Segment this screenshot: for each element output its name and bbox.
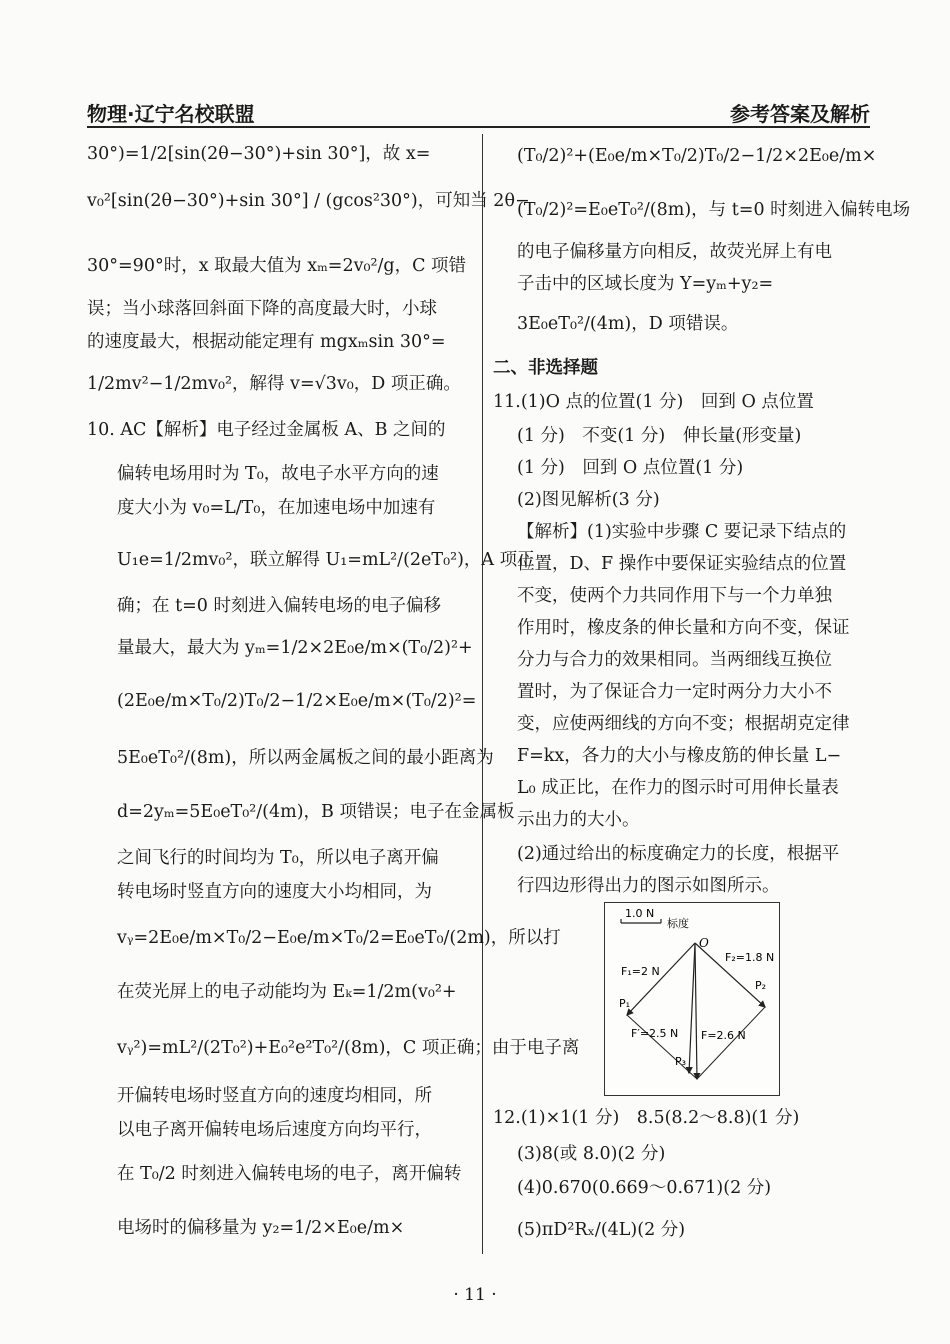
text-line: (T₀/2)²=E₀eT₀²/(8m)，与 t=0 时刻进入偏转电场 — [517, 200, 911, 220]
f-label: F=2.6 N — [701, 1029, 746, 1042]
force-f1-arrow — [627, 943, 695, 1015]
text-line: 转电场时竖直方向的速度大小均相同，为 — [117, 882, 432, 902]
text-line: 示出力的大小。 — [517, 810, 640, 830]
force-diagram-svg — [605, 903, 779, 1095]
header-rule — [87, 126, 870, 128]
text-line: 之间飞行的时间均为 T₀，所以电子离开偏 — [117, 848, 439, 868]
text-line: 行四边形得出力的图示如图所示。 — [517, 876, 780, 896]
text-line: 30°=90°时，x 取最大值为 xₘ=2v₀²/g，C 项错 — [87, 256, 467, 276]
text-line: (2E₀e/m×T₀/2)T₀/2−1/2×E₀e/m×(T₀/2)²= — [117, 691, 477, 711]
text-line: 误；当小球落回斜面下降的高度最大时，小球 — [87, 299, 437, 319]
parallelogram-side-left — [627, 1015, 697, 1079]
text-line: 分力与合力的效果相同。当两细线互换位 — [517, 650, 832, 670]
text-line: U₁e=1/2mv₀²，联立解得 U₁=mL²/(2eT₀²)，A 项正 — [117, 550, 535, 570]
point-o-label: O — [699, 936, 709, 950]
question-12-start: 12.(1)×1(1 分) 8.5(8.2～8.8)(1 分) — [493, 1108, 800, 1128]
text-line: 不变，使两个力共同作用下与一个力单独 — [517, 586, 832, 606]
text-line: 以电子离开偏转电场后速度方向均平行， — [117, 1120, 432, 1140]
text-line: d=2yₘ=5E₀eT₀²/(4m)，B 项错误；电子在金属板 — [117, 802, 515, 822]
page-header — [87, 98, 870, 128]
text-line: F=kx，各力的大小与橡皮筋的伸长量 L− — [517, 746, 842, 766]
p2-label: P₂ — [755, 979, 767, 992]
header-subject: 物理·辽宁名校联盟 — [87, 102, 255, 126]
scale-label: 标度 — [667, 917, 689, 930]
text-line: (5)πD²Rₓ/(4L)(2 分) — [517, 1220, 686, 1240]
text-line: 位置，D、F 操作中要保证实验结点的位置 — [517, 554, 847, 574]
text-line: (2)通过给出的标度确定力的长度，根据平 — [517, 844, 840, 864]
p3-label: P₃ — [675, 1055, 687, 1068]
text-line: (1 分) 不变(1 分) 伸长量(形变量) — [517, 426, 802, 446]
column-divider — [482, 134, 483, 1254]
text-line: (3)8(或 8.0)(2 分) — [517, 1144, 666, 1164]
question-11-start: 11.(1)O 点的位置(1 分) 回到 O 点位置 — [493, 392, 814, 412]
text-line: v₀²[sin(2θ−30°)+sin 30°] / (gcos²30°)，可知当 2θ− — [87, 191, 530, 211]
text-line: 度大小为 v₀=L/T₀，在加速电场中加速有 — [117, 498, 436, 518]
page-number: · 11 · — [453, 1285, 497, 1305]
text-line: 3E₀eT₀²/(4m)，D 项错误。 — [517, 314, 739, 334]
text-line: (2)图见解析(3 分) — [517, 490, 660, 510]
text-line: 的电子偏移量方向相反，故荧光屏上有电 — [517, 242, 832, 262]
text-line: vᵧ²)=mL²/(2T₀²)+E₀²e²T₀²/(8m)，C 项正确；由于电子离 — [117, 1038, 580, 1058]
scale-value-label: 1.0 N — [625, 907, 655, 920]
text-line: 30°)=1/2[sin(2θ−30°)+sin 30°]，故 x= — [87, 144, 431, 164]
force-diagram — [604, 902, 780, 1096]
text-line: 置时，为了保证合力一定时两分力大小不 — [517, 682, 832, 702]
text-line: 作用时，橡皮条的伸长量和方向不变，保证 — [517, 618, 850, 638]
text-line: L₀ 成正比，在作力的图示时可用伸长量表 — [517, 778, 839, 798]
question-10-start: 10. AC【解析】电子经过金属板 A、B 之间的 — [87, 420, 446, 440]
parallelogram-side-right — [697, 1007, 765, 1079]
text-line: 在 T₀/2 时刻进入偏转电场的电子，离开偏转 — [117, 1164, 462, 1184]
header-title: 参考答案及解析 — [730, 102, 870, 126]
text-line: 在荧光屏上的电子动能均为 Eₖ=1/2m(v₀²+ — [117, 982, 457, 1002]
text-line: (T₀/2)²+(E₀e/m×T₀/2)T₀/2−1/2×2E₀e/m× — [517, 146, 877, 166]
text-line: vᵧ=2E₀e/m×T₀/2−E₀e/m×T₀/2=E₀eT₀/(2m)，所以打 — [117, 928, 561, 948]
text-line: (1 分) 回到 O 点位置(1 分) — [517, 458, 744, 478]
text-line: 量最大，最大为 yₘ=1/2×2E₀e/m×(T₀/2)²+ — [117, 638, 473, 658]
text-line: (4)0.670(0.669～0.671)(2 分) — [517, 1178, 772, 1198]
f-prime-label: F′=2.5 N — [631, 1027, 679, 1040]
p1-label: P₁ — [619, 997, 631, 1010]
force-f-prime-arrow — [689, 943, 695, 1073]
section-heading: 二、非选择题 — [493, 358, 598, 378]
f1-label: F₁=2 N — [621, 965, 660, 978]
text-line: 确；在 t=0 时刻进入偏转电场的电子偏移 — [117, 596, 441, 616]
text-line: 1/2mv²−1/2mv₀²，解得 v=√3v₀，D 项正确。 — [87, 374, 461, 394]
force-f-arrow — [695, 943, 697, 1079]
text-line: 开偏转电场时竖直方向的速度均相同，所 — [117, 1086, 432, 1106]
text-line: 5E₀eT₀²/(8m)，所以两金属板之间的最小距离为 — [117, 748, 494, 768]
text-line: 电场时的偏移量为 y₂=1/2×E₀e/m× — [117, 1218, 405, 1238]
text-line: 的速度最大，根据动能定理有 mgxₘsin 30°= — [87, 332, 446, 352]
text-line: 子击中的区域长度为 Y=yₘ+y₂= — [517, 274, 774, 294]
text-line: 偏转电场用时为 T₀，故电子水平方向的速 — [117, 464, 439, 484]
text-line: 【解析】(1)实验中步骤 C 要记录下结点的 — [517, 522, 847, 542]
f2-label: F₂=1.8 N — [725, 951, 775, 964]
text-line: 变，应使两细线的方向不变；根据胡克定律 — [517, 714, 850, 734]
